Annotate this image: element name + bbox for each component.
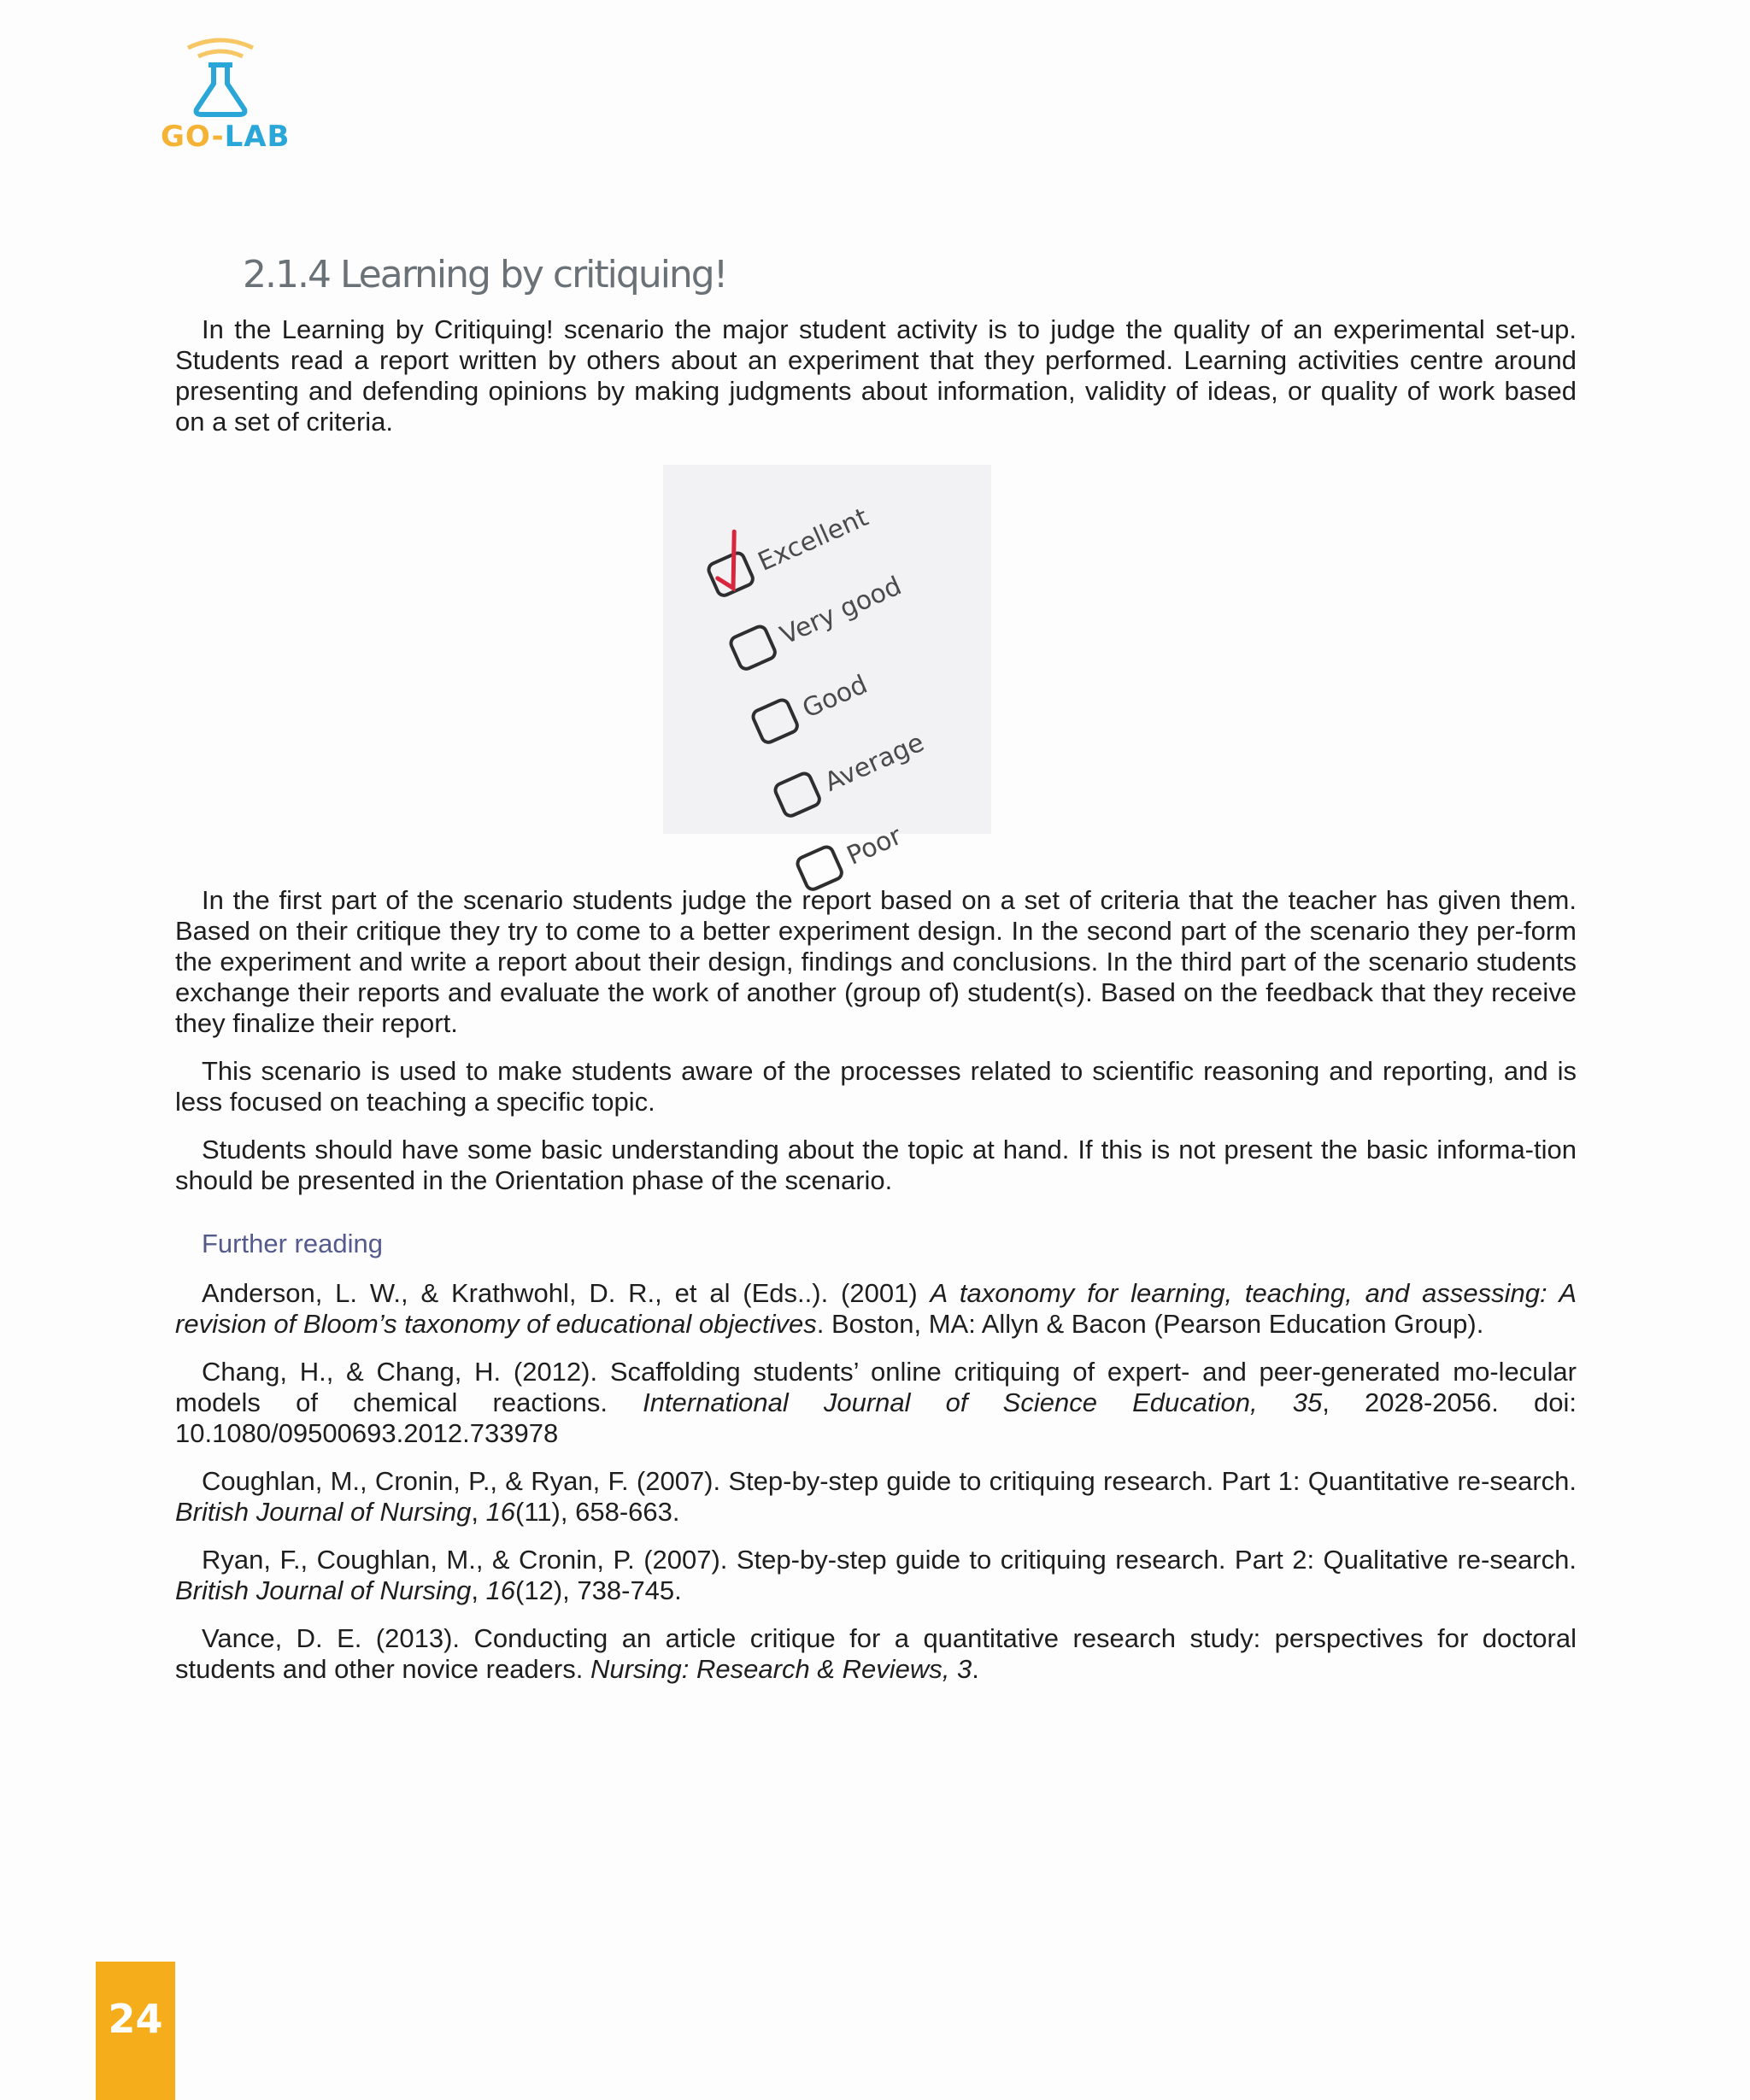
checkbox-option: [751, 666, 872, 744]
logo-wordmark: GO-LAB: [161, 120, 291, 154]
checkbox-option: [698, 480, 872, 598]
reference-list: [175, 1278, 1577, 1702]
intro-paragraph: In the Learning by Critiquing! scenario the major student activity is to judge the quality of an experimental set-up. Students read a report written by others about an experiment that they performed. Learning activities centre around presenting and defending opinions by making judgments about information, validity of ideas, or quality of work based on a set of criteria.: [175, 314, 1577, 437]
rating-checklist-image: [663, 465, 991, 871]
reference-item: Chang, H., & Chang, H. (2012). Scaffolding students’ online critiquing of expert- and peer-generated mo-lecular models of chemical reactions. International Journal of Science Education, 35, 2028-2056. doi: 10.1080/09500693.2012.733978: [175, 1357, 1577, 1448]
intro-block: [175, 314, 1577, 455]
reference-item: Vance, D. E. (2013). Conducting an article critique for a quantitative research study: perspectives for doctoral students and other novice readers. Nursing: Research & Reviews, 3.: [175, 1623, 1577, 1684]
checkbox-label: Good: [797, 669, 872, 724]
reference-item: Anderson, L. W., & Krathwohl, D. R., et al (Eds..). (2001) A taxonomy for learning, teaching, and assessing: A revision of Bloom’s taxonomy of educational objectives. Boston, MA: Allyn & Bacon (Pearson Education Group).: [175, 1278, 1577, 1339]
checkbox-label: Excellent: [753, 502, 873, 578]
reference-item: Ryan, F., Coughlan, M., & Cronin, P. (2007). Step-by-step guide to critiquing research. Part 2: Qualitative re-search. British Journal of Nursing, 16(12), 738-745.: [175, 1545, 1577, 1605]
section-title: 2.1.4 Learning by critiquing!: [243, 253, 727, 296]
checkbox-option: [773, 724, 929, 818]
checkbox-square: [751, 698, 799, 744]
checkbox-label: Very good: [775, 571, 907, 651]
body-block: [175, 885, 1577, 1213]
page-number: 24: [108, 1996, 163, 2042]
body-paragraph-2: This scenario is used to make students aware of the processes related to scientific reasoning and reporting, and is less focused on teaching a specific topic.: [175, 1056, 1577, 1117]
checkbox-option: [796, 817, 907, 891]
checkbox-square: [773, 771, 821, 818]
checkbox-label: Poor: [842, 820, 907, 871]
go-lab-logo: [154, 34, 316, 162]
checkbox-square: [729, 625, 777, 671]
further-reading-heading: Further reading: [202, 1229, 383, 1258]
page-number-tab: [96, 1962, 175, 2100]
checkbox-square: [707, 551, 755, 597]
checkbox-label: Average: [819, 727, 929, 798]
checkbox-option: [729, 567, 906, 672]
reference-item: Coughlan, M., Cronin, P., & Ryan, F. (2007). Step-by-step guide to critiquing research. Part 1: Quantitative re-search. British Journal of Nursing, 16(11), 658-663.: [175, 1466, 1577, 1527]
body-paragraph-3: Students should have some basic understanding about the topic at hand. If this is not present the basic informa-tion should be presented in the Orientation phase of the scenario.: [175, 1135, 1577, 1195]
flask-icon: [154, 34, 316, 120]
body-paragraph-1: In the first part of the scenario students judge the report based on a set of criteria that the teacher has given them. Based on their critique they try to come to a better experiment design. In the second part of the scenario they per-form the experiment and write a report about their design, findings and conclusions. In the third part of the scenario students exchange their reports and evaluate the work of another (group of) student(s). Based on the feedback that they receive they finalize their report.: [175, 885, 1577, 1038]
